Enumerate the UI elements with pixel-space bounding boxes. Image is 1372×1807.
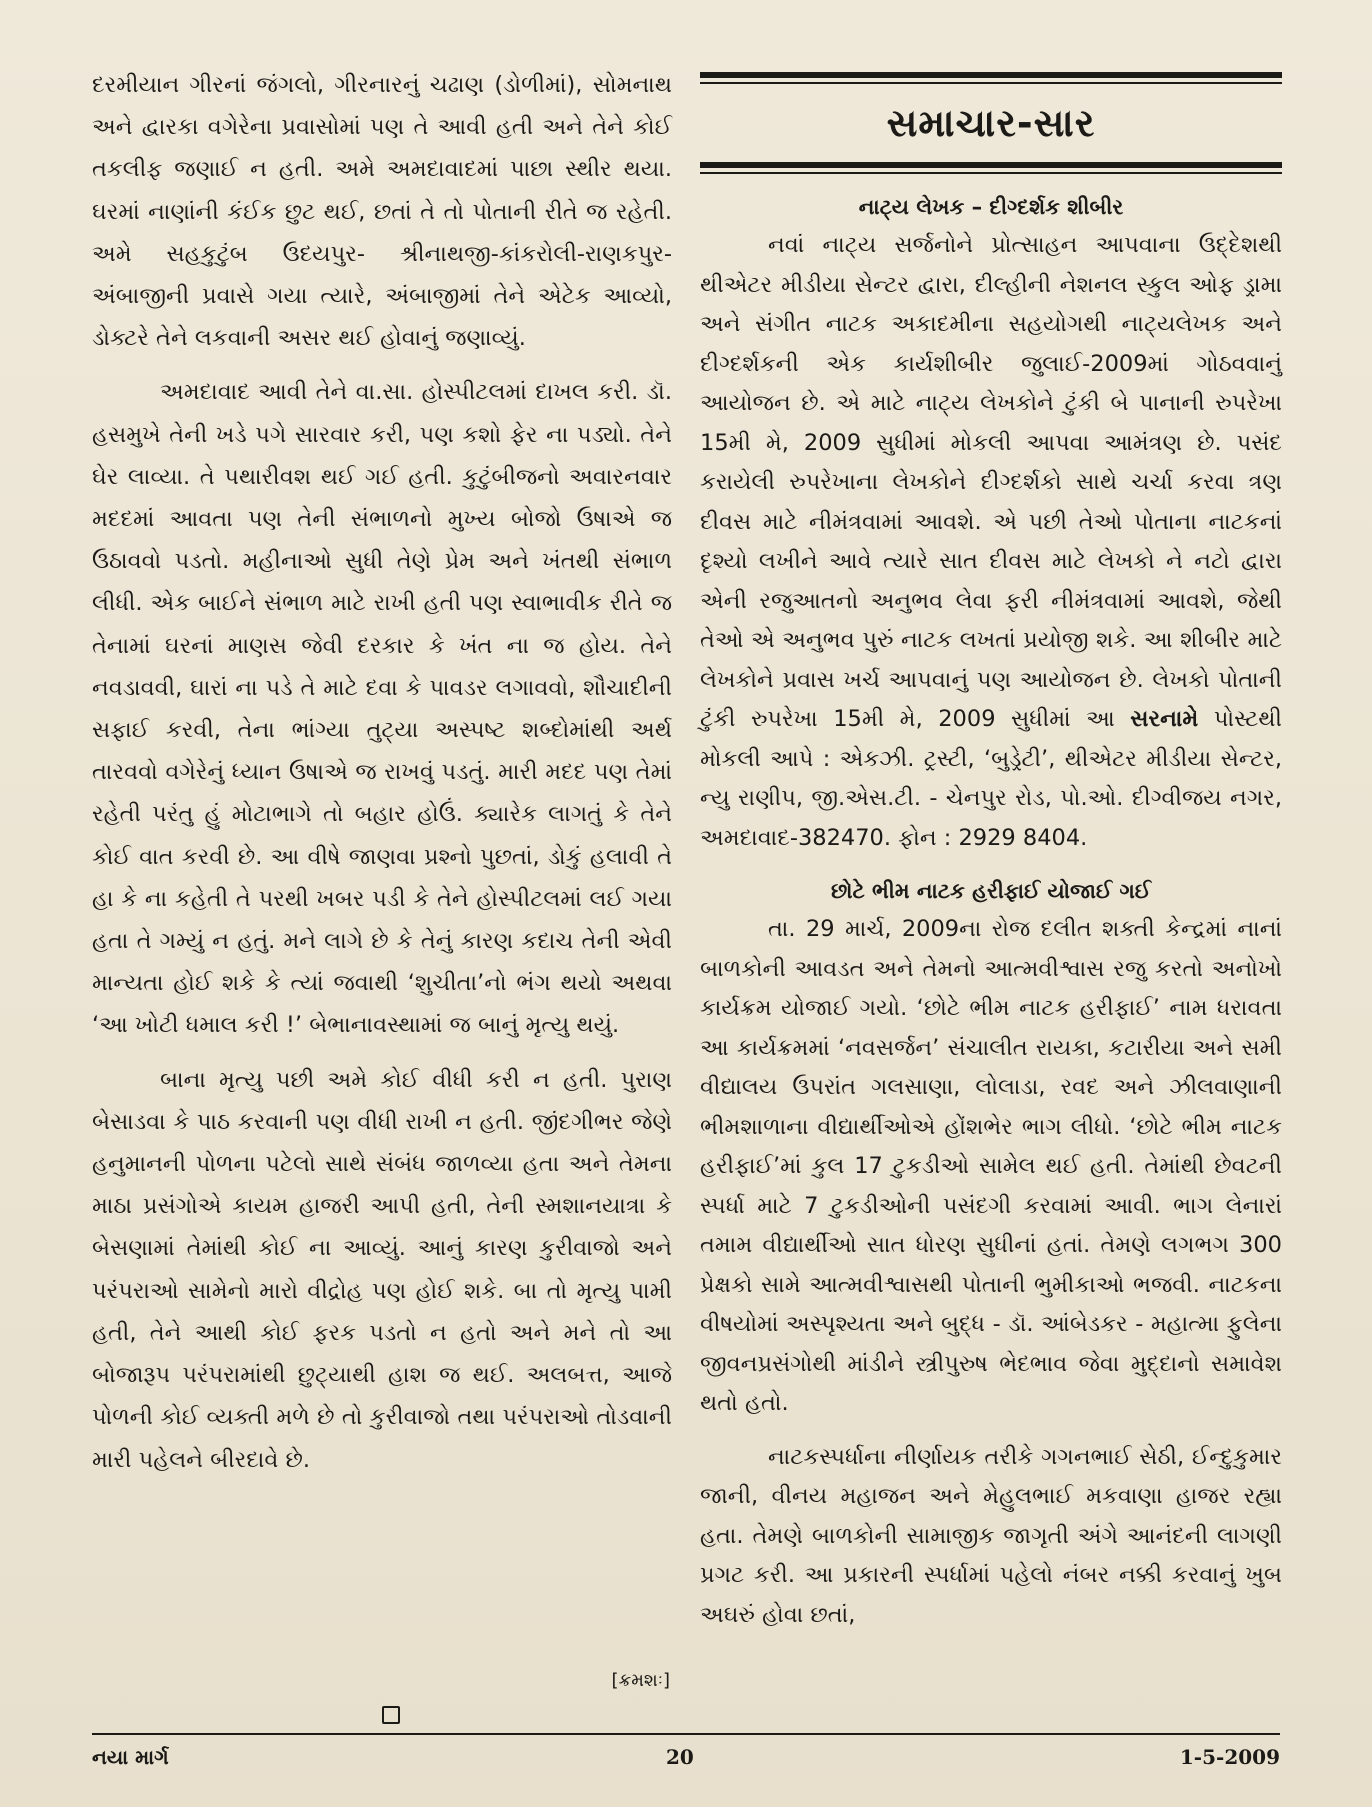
article-body xyxy=(700,910,1282,1635)
divider xyxy=(700,172,1282,174)
section-title: સમાચાર-સાર xyxy=(886,101,1096,145)
footer-divider xyxy=(92,1733,1280,1735)
paragraph: તા. 29 માર્ચ, 2009ના રોજ દલીત શક્તી કેન્દ્રમાં નાનાં બાળકોની આવડત અને તેમનો આત્મવીશ્વાસ રજુ કરતો અનોખો કાર્યક્રમ યોજાઈ ગયો. ‘છોટે ભીમ નાટક હરીફાઈ’ નામ ધરાવતા આ કાર્યક્રમમાં ‘નવસર્જન’ સંચાલીત રાયકા, કટારીયા અને સમી વીદ્યાલય ઉપરાંત ગલસાણા, લોલાડા, રવદ અને ઝીલવાણાની ભીમશાળાના વીદ્યાર્થીઓએ હોંશભેર ભાગ લીધો. ‘છોટે ભીમ નાટક હરીફાઈ’માં કુલ 17 ટુકડીઓ સામેલ થઈ હતી. તેમાંથી છેવટની સ્પર્ધા માટે 7 ટુકડીઓની પસંદગી કરવામાં આવી. ભાગ લેનારાં તમામ વીદ્યાર્થીઓ સાત ધોરણ સુધીનાં હતાં. તેમણે લગભગ 300 પ્રેક્ષકો સામે આત્મવીશ્વાસથી પોતાની ભુમીકાઓ ભજવી. નાટકના વીષયોમાં અસ્પૃશ્યતા અને બુદ્ધ - ડૉ. આંબેડકર - મહાત્મા ફુલેના જીવનપ્રસંગોથી માંડીને સ્ત્રીપુરુષ ભેદભાવ જેવા મુદ્દાનો સમાવેશ થતો હતો. xyxy=(700,916,1282,1416)
text-run: નવાં નાટ્ય સર્જનોને પ્રોત્સાહન આપવાના ઉદ્દેશથી થીએટર મીડીયા સેન્ટર દ્વારા, દીલ્હીની નેશનલ સ્કુલ ઓફ ડ્રામા અને સંગીત નાટક અકાદમીના સહયોગથી નાટ્યલેખક અને દીગ્દર્શકની એક કાર્યશીબીર જુલાઈ-2009માં ગોઠવવાનું આયોજન છે. એ માટે નાટ્ય લેખકોને ટુંકી બે પાનાની રુપરેખા 15મી મે, 2009 સુધીમાં મોકલી આપવા આમંત્રણ છે. પસંદ કરાયેલી રુપરેખાના લેખકોને દીગ્દર્શકો સાથે ચર્ચા કરવા ત્રણ દીવસ માટે નીમંત્રવામાં આવશે. એ પછી તેઓ પોતાના નાટકનાં દૃશ્યો લખીને આવે ત્યારે સાત દીવસ માટે લેખકો ને નટો દ્વારા એની રજુઆતનો અનુભવ લેવા ફરી નીમંત્રવામાં આવશે, જેથી તેઓ એ અનુભવ પુરું નાટક લખતાં પ્રયોજી શકે. આ શીબીર માટે લેખકોને પ્રવાસ ખર્ચ આપવાનું પણ આયોજન છે. લેખકો પોતાની ટુંકી રુપરેખા 15મી મે, 2009 સુધીમાં આ xyxy=(700,232,1282,732)
bold-text: સરનામે xyxy=(1130,706,1199,732)
issue-date: 1-5-2009 xyxy=(1179,1745,1280,1769)
continued-marker: [ક્રમશઃ] xyxy=(611,1670,670,1691)
divider xyxy=(700,162,1282,168)
publication-name: નયા માર્ગ xyxy=(92,1745,169,1769)
article-heading: છોટે ભીમ નાટક હરીફાઈ યોજાઈ ગઈ xyxy=(830,879,1152,903)
divider xyxy=(700,72,1282,78)
paragraph: બાના મૃત્યુ પછી અમે કોઈ વીધી કરી ન હતી. પુરાણ બેસાડવા કે પાઠ કરવાની પણ વીધી રાખી ન હતી. જીંદગીભર જેણે હનુમાનની પોળના પટેલો સાથે સંબંધ જાળવ્યા હતા અને તેમના માઠા પ્રસંગોએ કાયમ હાજરી આપી હતી, તેની સ્મશાનયાત્રા કે બેસણામાં તેમાંથી કોઈ ના આવ્યું. આનું કારણ કુરીવાજો અને પરંપરાઓ સામેનો મારો વીદ્રોહ પણ હોઈ શકે. બા તો મૃત્યુ પામી હતી, તેને આથી કોઈ ફરક પડતો ન હતો અને મને તો આ બોજારૂપ પરંપરામાંથી છુટ્યાથી હાશ જ થઈ. અલબત્ત, આજે પોળની કોઈ વ્યક્તી મળે છે તો કુરીવાજો તથા પરંપરાઓ તોડવાની મારી પહેલને બીરદાવે છે. xyxy=(92,1066,672,1473)
paragraph: અમદાવાદ આવી તેને વા.સા. હોસ્પીટલમાં દાખલ કરી. ડૉ. હસમુખે તેની ખડે પગે સારવાર કરી, પણ કશો ફેર ના પડ્યો. તેને ઘેર લાવ્યા. તે પથારીવશ થઈ ગઈ હતી. કુટુંબીજનો અવારનવાર મદદમાં આવતા પણ તેની સંભાળનો મુખ્ય બોજો ઉષાએ જ ઉઠાવવો પડતો. મહીનાઓ સુધી તેણે પ્રેમ અને ખંતથી સંભાળ લીધી. એક બાઈને સંભાળ માટે રાખી હતી પણ સ્વાભાવીક રીતે જ તેનામાં ઘરનાં માણસ જેવી દરકાર કે ખંત ના જ હોય. તેને નવડાવવી, ઘારાં ના પડે તે માટે દવા કે પાવડર લગાવવો, શૌચાદીની સફાઈ કરવી, તેના ભાંગ્યા તુટ્યા અસ્પષ્ટ શબ્દોમાંથી અર્થ તારવવો વગેરેનું ધ્યાન ઉષાએ જ રાખવું પડતું. મારી મદદ પણ તેમાં રહેતી પરંતુ હું મોટાભાગે તો બહાર હોઉં. ક્યારેક લાગતું કે તેને કોઈ વાત કરવી છે. આ વીષે જાણવા પ્રશ્નો પુછતાં, ડોકું હલાવી તે હા કે ના કહેતી તે પરથી ખબર પડી કે તેને હોસ્પીટલમાં લઈ ગયા હતા તે ગમ્યું ન હતું. મને લાગે છે કે તેનું કારણ કદાચ તેની એવી માન્યતા હોઈ શકે કે ત્યાં જવાથી ‘શુચીતા’નો ભંગ થયો અથવા ‘આ ખોટી ધમાલ કરી !’ બેભાનાવસ્થામાં જ બાનું મૃત્યુ થયું. xyxy=(92,379,672,1039)
paragraph: દરમીયાન ગીરનાં જંગલો, ગીરનારનું ચઢાણ (ડોળીમાં), સોમનાથ અને દ્વારકા વગેરેના પ્રવાસોમાં પણ તે આવી હતી અને તેને કોઈ તકલીફ જણાઈ ન હતી. અમે અમદાવાદમાં પાછા સ્થીર થયા. ઘરમાં નાણાંની કંઈક છુટ થઈ, છતાં તે તો પોતાની રીતે જ રહેતી. અમે સહકુટુંબ ઉદયપુર- શ્રીનાથજી-કાંકરોલી-રાણકપુર-અંબાજીની પ્રવાસે ગયા ત્યારે, અંબાજીમાં તેને એટેક આવ્યો, ડોક્ટરે તેને લકવાની અસર થઈ હોવાનું જણાવ્યું. xyxy=(92,72,672,352)
left-column-article xyxy=(92,64,672,1481)
page-number: 20 xyxy=(666,1745,694,1769)
paragraph: નાટકસ્પર્ધાના નીર્ણાયક તરીકે ગગનભાઈ સેઠી, ઈન્દુકુમાર જાની, વીનય મહાજન અને મેહુલભાઈ મકવાણા હાજર રહ્યા હતા. તેમણે બાળકોની સામાજીક જાગૃતી અંગે આનંદની લાગણી પ્રગટ કરી. આ પ્રકારની સ્પર્ધામાં પહેલો નંબર નક્કી કરવાનું ખુબ અઘરું હોવા છતાં, xyxy=(700,1443,1282,1628)
article-heading: નાટ્ય લેખક – દીગ્દર્શક શીબીર xyxy=(858,195,1124,219)
end-square-icon xyxy=(382,1706,400,1724)
paragraph xyxy=(700,226,1282,858)
text-run: પોસ્ટથી મોકલી આપે : એકઝી. ટ્રસ્ટી, ‘બુડ્રેટી’, થીએટર મીડીયા સેન્ટર, ન્યુ રાણીપ, જી.એસ.ટી. - ચેનપુર રોડ, પો.ઓ. દીગ્વીજય નગર, અમદાવાદ-382470. ફોન : 2929 8404. xyxy=(700,706,1282,851)
article-body xyxy=(700,226,1282,858)
news-summary-column xyxy=(700,72,1282,1635)
